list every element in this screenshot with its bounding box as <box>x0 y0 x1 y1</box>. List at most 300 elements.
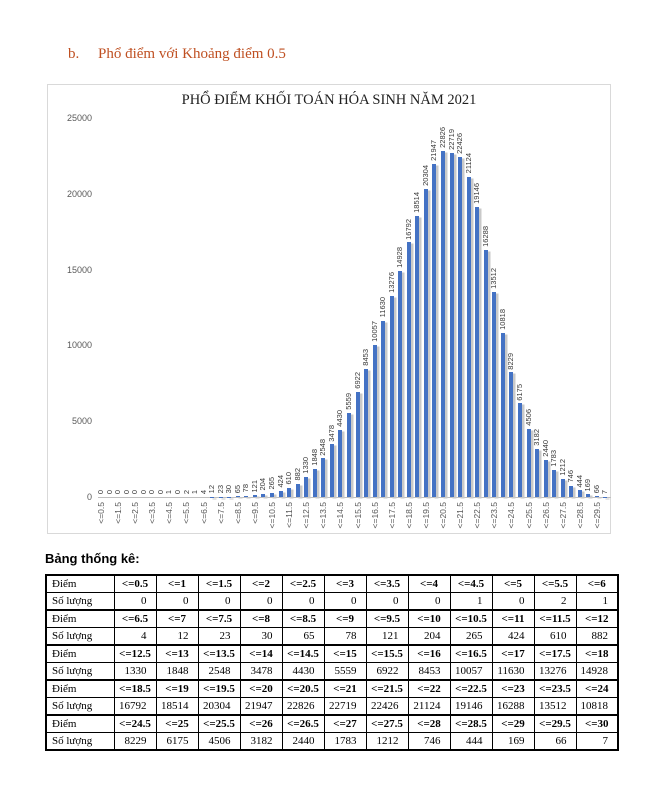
so-luong-cell: 21124 <box>408 698 450 716</box>
so-luong-cell: 0 <box>408 593 450 611</box>
bar-value-label: 0 <box>172 489 182 494</box>
so-luong-cell: 444 <box>450 733 492 751</box>
diem-cell: <=1.5 <box>198 575 240 593</box>
diem-cell: <=6.5 <box>114 610 156 628</box>
diem-cell: <=25 <box>156 715 198 733</box>
bar <box>313 469 317 497</box>
bar-value-label: 22826 <box>438 127 447 148</box>
so-luong-cell: 30 <box>240 628 282 646</box>
bar-value-label: 13512 <box>489 268 499 290</box>
x-tick-label: <=24.5 <box>506 502 517 529</box>
bar-value-label: 1 <box>164 489 174 494</box>
bar-value-label: 2440 <box>540 440 550 458</box>
so-luong-cell: 121 <box>366 628 408 646</box>
chart-title: PHỔ ĐIỂM KHỐI TOÁN HÓA SINH NĂM 2021 <box>181 92 477 108</box>
bar-slot <box>209 119 218 497</box>
diem-cell: <=20 <box>240 680 282 698</box>
bar-slot <box>275 119 287 497</box>
bar <box>356 392 360 497</box>
bar-value-label: 0 <box>96 489 105 494</box>
section-heading-text: Phổ điểm với Khoảng điểm 0.5 <box>98 46 286 62</box>
table-row-diem <box>46 610 618 628</box>
bar-slot <box>386 119 398 497</box>
section-heading-prefix: b. <box>68 46 80 62</box>
bar-slot <box>602 119 611 497</box>
so-luong-cell: 204 <box>408 628 450 646</box>
so-luong-cell: 3182 <box>240 733 282 751</box>
diem-cell: <=8 <box>240 610 282 628</box>
bar-value-label: 0 <box>113 489 123 494</box>
x-axis-labels <box>98 499 611 535</box>
table-row-diem <box>46 575 618 593</box>
so-luong-cell: 22719 <box>324 698 366 716</box>
bar <box>279 491 283 497</box>
table-row-so-luong <box>46 628 618 646</box>
x-tick-label: <=8.5 <box>232 502 243 524</box>
bar <box>296 484 300 497</box>
bar <box>364 369 368 497</box>
bar-slot <box>591 119 603 497</box>
bar-slot <box>557 119 569 497</box>
bar <box>467 177 471 497</box>
bar <box>398 271 402 497</box>
diem-cell: <=21 <box>324 680 366 698</box>
bar-value-label: 13276 <box>386 271 396 293</box>
bar-value-label: 1783 <box>549 450 559 467</box>
bar <box>578 490 582 497</box>
bar <box>236 496 240 497</box>
diem-cell: <=2 <box>240 575 282 593</box>
bar-slot <box>403 119 415 497</box>
x-tick-label: <=13.5 <box>318 502 329 529</box>
so-luong-cell: 3478 <box>240 663 282 681</box>
bar-value-label: 882 <box>292 468 302 481</box>
x-tick-label: <=12.5 <box>301 502 312 529</box>
bar-slot <box>463 119 475 497</box>
bar-value-label: 169 <box>583 478 593 492</box>
x-tick-label: <=1.5 <box>113 502 124 524</box>
diem-cell: <=28 <box>408 715 450 733</box>
bar <box>373 345 377 497</box>
bar-value-label: 8229 <box>506 352 516 370</box>
so-luong-cell: 12 <box>156 628 198 646</box>
so-luong-cell: 1783 <box>324 733 366 751</box>
row-header-diem: Điểm <box>46 680 114 698</box>
diem-cell: <=15.5 <box>366 645 408 663</box>
so-luong-cell: 16288 <box>492 698 534 716</box>
bar-value-label: 204 <box>258 478 268 491</box>
bar-slot <box>155 119 167 497</box>
x-tick-label: <=3.5 <box>147 502 158 524</box>
so-luong-cell: 5559 <box>324 663 366 681</box>
row-header-diem: Điểm <box>46 645 114 663</box>
row-header-so-luong: Số lượng <box>46 733 114 751</box>
bar-value-label: 4430 <box>335 410 345 427</box>
diem-cell: <=27 <box>324 715 366 733</box>
bar-slot <box>243 119 252 497</box>
bar-value-label: 6922 <box>352 372 362 390</box>
bar-value-label: 23 <box>215 485 225 494</box>
y-tick-label: 20000 <box>66 188 92 199</box>
so-luong-cell: 1330 <box>114 663 156 681</box>
so-luong-cell: 1212 <box>366 733 408 751</box>
bar-slot <box>249 119 261 497</box>
bar <box>261 494 265 497</box>
x-tick-label: <=4.5 <box>164 502 175 524</box>
diem-cell: <=20.5 <box>282 680 324 698</box>
row-header-diem: Điểm <box>46 575 114 593</box>
bar <box>458 157 462 497</box>
diem-cell: <=16.5 <box>450 645 492 663</box>
so-luong-cell: 0 <box>198 593 240 611</box>
x-tick-label: <=17.5 <box>386 502 397 529</box>
bar-value-label: 66 <box>591 484 601 493</box>
so-luong-cell: 14928 <box>576 663 618 681</box>
bar-slot <box>149 119 158 497</box>
bar <box>321 458 325 497</box>
bar <box>595 496 599 497</box>
bar-value-label: 0 <box>104 489 114 494</box>
bar-slot <box>551 119 560 497</box>
bar-slot <box>104 119 116 497</box>
so-luong-cell: 66 <box>534 733 576 751</box>
bar-slot <box>420 119 432 497</box>
diem-cell: <=21.5 <box>366 680 408 698</box>
so-luong-cell: 746 <box>408 733 450 751</box>
so-luong-cell: 1848 <box>156 663 198 681</box>
bar-value-label: 12 <box>207 485 217 494</box>
bar-value-label: 19146 <box>472 182 482 204</box>
bar-value-label: 65 <box>232 484 242 494</box>
bar <box>492 292 496 497</box>
so-luong-cell: 13512 <box>534 698 576 716</box>
diem-cell: <=29 <box>492 715 534 733</box>
so-luong-cell: 8229 <box>114 733 156 751</box>
bar-slot <box>497 119 509 497</box>
diem-cell: <=18.5 <box>114 680 156 698</box>
section-heading <box>68 46 286 63</box>
bar-value-label: 78 <box>241 484 251 493</box>
bar-slot <box>480 119 492 497</box>
bar <box>569 486 573 497</box>
bar-slot <box>138 119 150 497</box>
diem-cell: <=24.5 <box>114 715 156 733</box>
bar-value-label: 0 <box>147 489 157 494</box>
bar-slot <box>431 119 440 497</box>
diem-cell: <=12 <box>576 610 618 628</box>
y-tick-label: 5000 <box>71 416 92 427</box>
stats-table-body <box>46 575 618 750</box>
bar-slot <box>132 119 141 497</box>
so-luong-cell: 7 <box>576 733 618 751</box>
bar-slot <box>292 119 304 497</box>
so-luong-cell: 2440 <box>282 733 324 751</box>
diem-cell: <=16 <box>408 645 450 663</box>
x-tick-label: <=7.5 <box>215 502 226 524</box>
score-distribution-chart <box>47 84 611 534</box>
plot-area <box>98 119 611 498</box>
so-luong-cell: 10818 <box>576 698 618 716</box>
so-luong-cell: 10057 <box>450 663 492 681</box>
bar-slot <box>397 119 406 497</box>
so-luong-cell: 2 <box>534 593 576 611</box>
so-luong-cell: 0 <box>366 593 408 611</box>
so-luong-cell: 2548 <box>198 663 240 681</box>
bar <box>509 372 513 497</box>
so-luong-cell: 78 <box>324 628 366 646</box>
table-row-so-luong <box>46 663 618 681</box>
bar <box>450 153 454 497</box>
x-tick-label: <=11.5 <box>284 502 295 528</box>
diem-cell: <=6 <box>576 575 618 593</box>
so-luong-cell: 1 <box>576 593 618 611</box>
diem-cell: <=9 <box>324 610 366 628</box>
bar-slot <box>121 119 133 497</box>
bar-value-label: 265 <box>267 477 276 490</box>
diem-cell: <=2.5 <box>282 575 324 593</box>
bar-slot <box>540 119 552 497</box>
diem-cell: <=3.5 <box>366 575 408 593</box>
bar-value-label: 22426 <box>455 133 465 155</box>
x-tick-label: <=9.5 <box>249 502 260 524</box>
y-tick-label: 25000 <box>66 113 92 123</box>
diem-cell: <=17 <box>492 645 534 663</box>
diem-cell: <=13.5 <box>198 645 240 663</box>
x-tick-label: <=20.5 <box>437 502 448 529</box>
bar <box>407 242 411 497</box>
table-row-so-luong <box>46 593 618 611</box>
bar-value-label: 610 <box>284 472 294 485</box>
bar-slot <box>446 119 458 497</box>
diem-cell: <=26 <box>240 715 282 733</box>
bar <box>338 430 342 497</box>
so-luong-cell: 882 <box>576 628 618 646</box>
bar-slot <box>363 119 372 497</box>
x-tick-label: <=26.5 <box>540 502 551 529</box>
bar <box>270 493 274 497</box>
bar-slot <box>337 119 346 497</box>
bar-slot <box>574 119 586 497</box>
so-luong-cell: 8453 <box>408 663 450 681</box>
diem-cell: <=11.5 <box>534 610 576 628</box>
bar <box>347 413 351 497</box>
bar-value-label: 0 <box>121 489 131 494</box>
bar-slot <box>508 119 517 497</box>
bar-slot <box>232 119 244 497</box>
diem-cell: <=3 <box>324 575 366 593</box>
so-luong-cell: 0 <box>114 593 156 611</box>
bar-value-label: 1 <box>190 489 200 494</box>
diem-cell: <=14.5 <box>282 645 324 663</box>
table-row-diem <box>46 715 618 733</box>
row-header-so-luong: Số lượng <box>46 698 114 716</box>
so-luong-cell: 1 <box>450 593 492 611</box>
stats-table <box>45 574 619 751</box>
bar-value-label: 10057 <box>369 320 379 342</box>
table-row-so-luong <box>46 733 618 751</box>
diem-cell: <=23.5 <box>534 680 576 698</box>
bar-slot <box>585 119 594 497</box>
diem-cell: <=11 <box>492 610 534 628</box>
diem-cell: <=7.5 <box>198 610 240 628</box>
diem-cell: <=9.5 <box>366 610 408 628</box>
bar-value-label: 5559 <box>343 393 353 410</box>
so-luong-cell: 6175 <box>156 733 198 751</box>
so-luong-cell: 4430 <box>282 663 324 681</box>
diem-cell: <=17.5 <box>534 645 576 663</box>
bar-value-label: 22719 <box>446 128 456 150</box>
bar <box>244 496 248 497</box>
diem-cell: <=5.5 <box>534 575 576 593</box>
bar-slot <box>115 119 124 497</box>
table-row-diem <box>46 680 618 698</box>
diem-cell: <=29.5 <box>534 715 576 733</box>
bar <box>424 189 428 497</box>
diem-cell: <=13 <box>156 645 198 663</box>
bar <box>518 403 522 497</box>
bar-slot <box>514 119 526 497</box>
bar <box>287 488 291 497</box>
bar-value-label: 21124 <box>463 153 473 174</box>
diem-cell: <=19.5 <box>198 680 240 698</box>
bar <box>381 321 385 497</box>
diem-cell: <=10.5 <box>450 610 492 628</box>
row-header-so-luong: Số lượng <box>46 593 114 611</box>
y-tick-label: 10000 <box>66 340 92 351</box>
so-luong-cell: 265 <box>450 628 492 646</box>
so-luong-cell: 21947 <box>240 698 282 716</box>
bar <box>527 429 531 497</box>
bar-slot <box>172 119 184 497</box>
diem-cell: <=26.5 <box>282 715 324 733</box>
bar-slot <box>98 119 107 497</box>
x-tick-label: <=6.5 <box>198 502 209 524</box>
bar-value-label: 16792 <box>403 218 413 240</box>
diem-cell: <=18 <box>576 645 618 663</box>
x-tick-label: <=15.5 <box>352 502 363 529</box>
bar-value-label: 4506 <box>523 409 533 426</box>
row-header-diem: Điểm <box>46 610 114 628</box>
bar <box>253 495 257 497</box>
diem-cell: <=19 <box>156 680 198 698</box>
bar-value-label: 11630 <box>378 297 388 318</box>
diem-cell: <=8.5 <box>282 610 324 628</box>
bar-value-label: 7 <box>600 489 610 494</box>
y-tick-label: 15000 <box>66 264 92 275</box>
bar-value-label: 8453 <box>361 349 371 366</box>
so-luong-cell: 23 <box>198 628 240 646</box>
so-luong-cell: 0 <box>240 593 282 611</box>
bar-slot <box>215 119 227 497</box>
table-row-diem <box>46 645 618 663</box>
bar-value-label: 14928 <box>395 246 405 268</box>
bar-slot <box>440 119 449 497</box>
x-tick-label: <=29.5 <box>591 502 602 529</box>
x-tick-label: <=21.5 <box>455 502 466 529</box>
bar <box>432 164 436 497</box>
bar-slot <box>568 119 577 497</box>
diem-cell: <=23 <box>492 680 534 698</box>
bar-value-label: 444 <box>574 474 584 488</box>
bar <box>390 296 394 497</box>
diem-cell: <=1 <box>156 575 198 593</box>
so-luong-cell: 6922 <box>366 663 408 681</box>
x-tick-label: <=23.5 <box>489 502 500 529</box>
x-tick-label: <=22.5 <box>472 502 483 529</box>
table-row-so-luong <box>46 698 618 716</box>
diem-cell: <=28.5 <box>450 715 492 733</box>
diem-cell: <=0.5 <box>114 575 156 593</box>
bar-value-label: 2 <box>181 489 191 494</box>
bar-slot <box>343 119 355 497</box>
bar-value-label: 30 <box>224 485 234 494</box>
bar <box>535 449 539 497</box>
bar-value-label: 4 <box>198 489 208 494</box>
diem-cell: <=24 <box>576 680 618 698</box>
x-tick-label: <=19.5 <box>420 502 431 529</box>
x-tick-label: <=28.5 <box>574 502 585 529</box>
bar-slot <box>380 119 389 497</box>
so-luong-cell: 11630 <box>492 663 534 681</box>
row-header-so-luong: Số lượng <box>46 663 114 681</box>
bar <box>586 494 590 497</box>
row-header-so-luong: Số lượng <box>46 628 114 646</box>
bar-value-label: 121 <box>249 479 259 493</box>
diem-cell: <=5 <box>492 575 534 593</box>
bar-slot <box>303 119 312 497</box>
row-header-diem: Điểm <box>46 715 114 733</box>
diem-cell: <=27.5 <box>366 715 408 733</box>
bar-slot <box>474 119 483 497</box>
bar <box>561 479 565 497</box>
so-luong-cell: 424 <box>492 628 534 646</box>
bar-slot <box>198 119 210 497</box>
x-tick-label: <=0.5 <box>96 502 106 524</box>
so-luong-cell: 610 <box>534 628 576 646</box>
x-tick-label: <=2.5 <box>130 502 141 524</box>
diem-cell: <=25.5 <box>198 715 240 733</box>
so-luong-cell: 19146 <box>450 698 492 716</box>
bar-value-label: 18514 <box>412 192 422 214</box>
diem-cell: <=15 <box>324 645 366 663</box>
diem-cell: <=30 <box>576 715 618 733</box>
so-luong-cell: 22826 <box>282 698 324 716</box>
diem-cell: <=22 <box>408 680 450 698</box>
so-luong-cell: 16792 <box>114 698 156 716</box>
bar <box>415 216 419 497</box>
so-luong-cell: 22426 <box>366 698 408 716</box>
bar-slot <box>491 119 500 497</box>
bar-slot <box>326 119 338 497</box>
bar <box>484 250 488 497</box>
bar <box>304 477 308 497</box>
bar-value-label: 0 <box>130 489 140 494</box>
table-caption: Bảng thống kê: <box>45 551 140 566</box>
diem-cell: <=22.5 <box>450 680 492 698</box>
bar <box>544 460 548 497</box>
bar-value-label: 0 <box>155 489 165 494</box>
so-luong-cell: 0 <box>282 593 324 611</box>
bar-value-label: 21947 <box>429 140 439 162</box>
diem-cell: <=10 <box>408 610 450 628</box>
diem-cell: <=12.5 <box>114 645 156 663</box>
bar-value-label: 1212 <box>557 458 567 476</box>
bar-slot <box>260 119 269 497</box>
diem-cell: <=4.5 <box>450 575 492 593</box>
bar-value-label: 746 <box>566 470 576 483</box>
bar-value-label: 10818 <box>497 309 507 330</box>
bar <box>330 444 334 497</box>
